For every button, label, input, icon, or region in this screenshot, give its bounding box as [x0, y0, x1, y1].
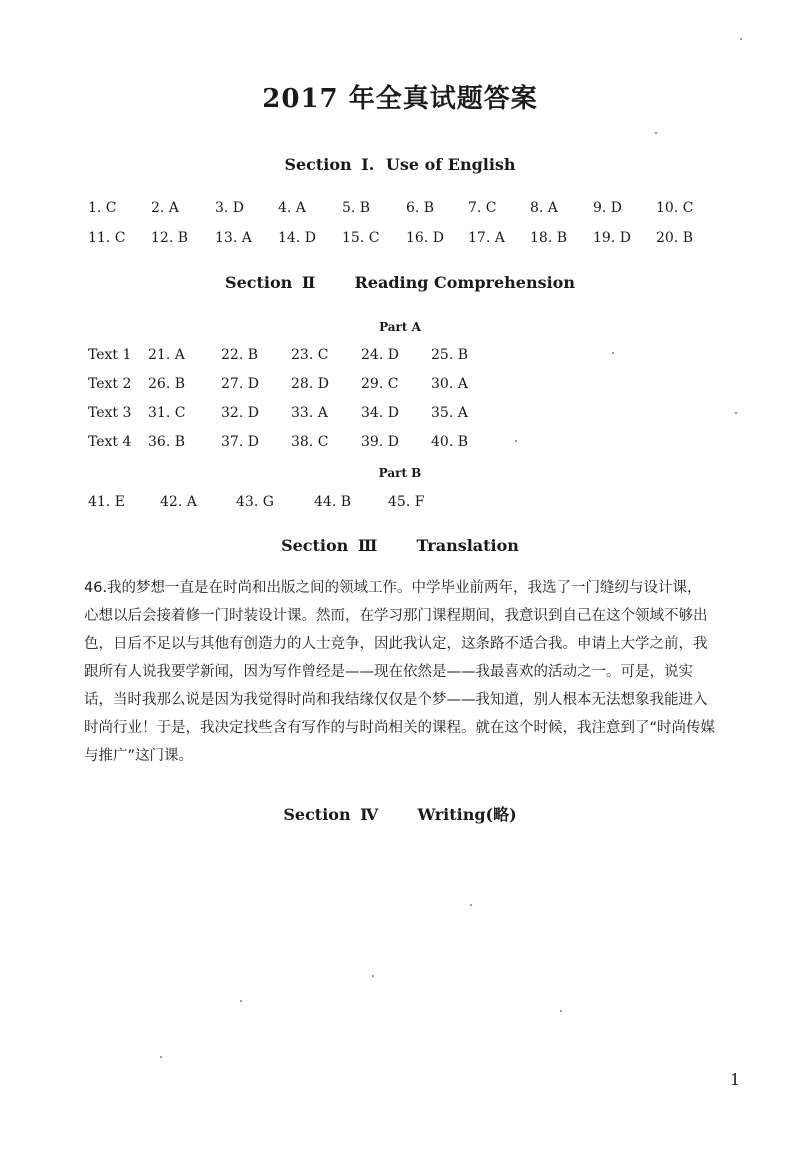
answer-item: 24. D	[361, 347, 399, 363]
section-4-label: Section	[283, 805, 351, 824]
answer-item: 26. B	[148, 376, 186, 392]
answer-item-1: 1. C	[88, 200, 117, 216]
part-b-heading: Part B	[378, 466, 422, 480]
answer-item: 40. B	[431, 434, 469, 450]
answer-item: 25. B	[431, 347, 469, 363]
section-3-heading	[0, 536, 800, 555]
answer-item-9: 19. D	[593, 230, 631, 246]
answer-item-2: 42. A	[160, 494, 197, 510]
answer-item-3: 43. G	[236, 494, 274, 510]
answer-item: 37. D	[221, 434, 259, 450]
section-1-numeral: Ⅰ.	[361, 155, 375, 174]
answer-item: 32. D	[221, 405, 259, 421]
translation-text: 46.我的梦想一直是在时尚和出版之间的领域工作。中学毕业前两年，我选了一门缝纫与设计课，心想以后会接着修一门时装设计课。然而，在学习那门课程期间，我意识到自己在这个领域不够出色，日后不足以与其他有创造力的人士竞争，因此我认定，这条路不适合我。申请上大学之前，我跟所有人说我要学新闻，因为写作曾经是——现在依然是——我最喜欢的活动之一。可是，说实话，当时我那么说是因为我觉得时尚和我结缘仅仅是个梦——我知道，别人根本无法想象我能进入时尚行业！于是，我决定找些含有写作的与时尚相关的课程。就在这个时候，我注意到了“时尚传媒与推广”这门课。	[84, 580, 716, 764]
answer-item-7: 7. C	[468, 200, 497, 216]
section-1-name: Use of English	[385, 155, 516, 174]
answer-item: 33. A	[291, 405, 328, 421]
text-label: Text 4	[88, 434, 132, 450]
answer-item: 22. B	[221, 347, 259, 363]
page-title: 2017 年全真试题答案	[262, 84, 538, 114]
answer-item: 38. C	[291, 434, 329, 450]
answer-item-10: 20. B	[656, 230, 694, 246]
answer-item-1: 41. E	[88, 494, 125, 510]
answer-item-5: 15. C	[342, 230, 380, 246]
answer-item: 39. D	[361, 434, 399, 450]
section-3-name: Translation	[416, 536, 519, 555]
section-2-heading	[0, 273, 800, 292]
section-1-heading	[0, 155, 800, 174]
answer-item-10: 10. C	[656, 200, 694, 216]
text-label: Text 1	[88, 347, 132, 363]
part-a-heading: Part A	[379, 320, 421, 334]
text-label: Text 2	[88, 376, 132, 392]
answer-item-2: 2. A	[151, 200, 179, 216]
answer-item: 35. A	[431, 405, 468, 421]
section-3-label: Section	[281, 536, 349, 555]
text-label: Text 3	[88, 405, 132, 421]
answer-item-4: 14. D	[278, 230, 316, 246]
section-2-name: Reading Comprehension	[354, 273, 575, 292]
answer-item: 23. C	[291, 347, 329, 363]
answer-item-7: 17. A	[468, 230, 505, 246]
answer-item: 36. B	[148, 434, 186, 450]
answer-item-5: 5. B	[342, 200, 371, 216]
page-number: 1	[730, 1070, 741, 1089]
answer-item: 34. D	[361, 405, 399, 421]
answer-item-3: 3. D	[215, 200, 245, 216]
answer-item-4: 44. B	[314, 494, 352, 510]
answer-item-6: 6. B	[406, 200, 435, 216]
answer-item-8: 8. A	[530, 200, 558, 216]
section-4-numeral: Ⅳ	[360, 805, 379, 824]
answer-item-2: 12. B	[151, 230, 189, 246]
section-4-heading	[0, 802, 800, 825]
answer-item-4: 4. A	[278, 200, 306, 216]
section-1-label: Section	[284, 155, 352, 174]
answer-item-3: 13. A	[215, 230, 252, 246]
section-2-label: Section	[225, 273, 293, 292]
section-3-numeral: Ⅲ	[357, 536, 378, 555]
section-4-name: Writing(略)	[417, 805, 517, 824]
answer-item: 29. C	[361, 376, 399, 392]
answer-item-9: 9. D	[593, 200, 623, 216]
answer-item-5: 45. F	[388, 494, 425, 510]
answer-item-1: 11. C	[88, 230, 126, 246]
answer-item: 30. A	[431, 376, 468, 392]
answer-item: 21. A	[148, 347, 185, 363]
section-2-numeral: Ⅱ	[301, 273, 316, 292]
answer-item: 31. C	[148, 405, 186, 421]
answer-item-6: 16. D	[406, 230, 444, 246]
answer-item-8: 18. B	[530, 230, 568, 246]
answer-item: 28. D	[291, 376, 329, 392]
answer-item: 27. D	[221, 376, 259, 392]
